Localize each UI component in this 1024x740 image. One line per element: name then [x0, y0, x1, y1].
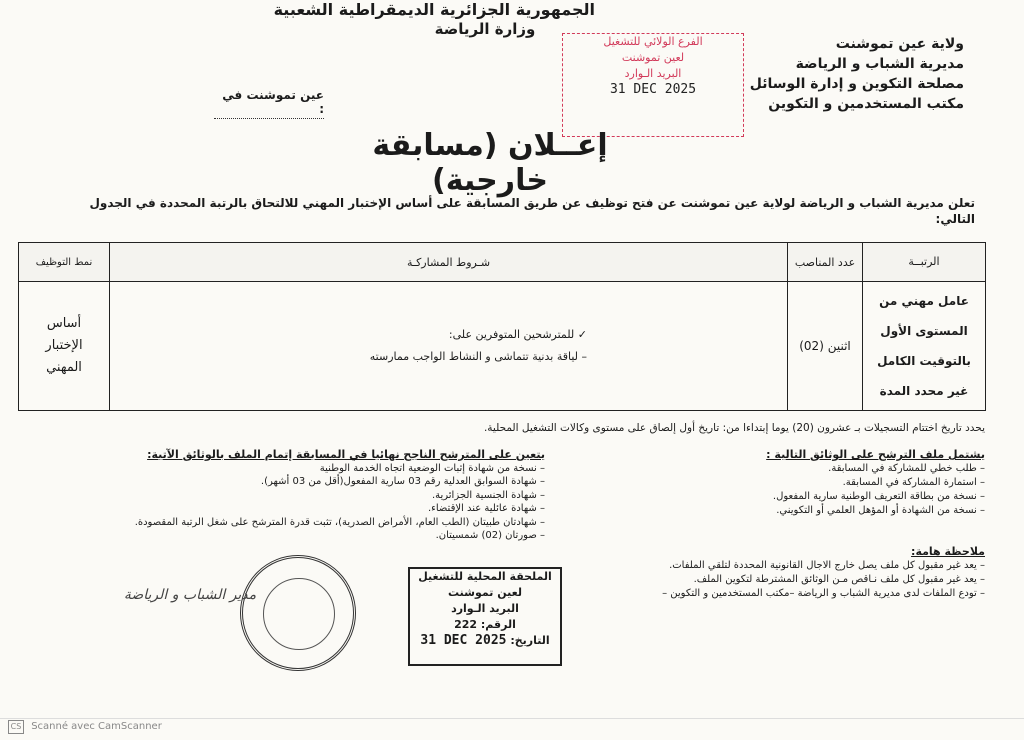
condition-line: – لياقة بدنية تتماشى و النشاط الواجب ممارسته: [369, 350, 587, 363]
method-line: أساس: [46, 316, 82, 331]
table-row: [19, 282, 986, 411]
list-item: – صورتان (02) شمسيتان.: [435, 530, 545, 541]
signature-block: [100, 585, 280, 605]
header-rank: الرتبــة: [863, 243, 986, 282]
rank-line: غير محدد المدة: [879, 384, 969, 398]
stamp-line: البريد الـوارد: [451, 602, 519, 615]
list-item: – تودع الملفات لدى مديرية الشباب و الرياضة –مكتب المستخدمين و التكوين –: [662, 588, 985, 599]
stamp-ref: [410, 617, 560, 633]
ministry-heading: وزارة الرياضة: [434, 20, 536, 38]
condition-line: ✓ للمترشحين المتوفرين على:: [448, 328, 587, 341]
positions-table: [18, 242, 986, 411]
rank-line: المستوى الأول: [880, 324, 968, 338]
cell-method: [19, 282, 110, 411]
issuer-line: مصلحة التكوين و إدارة الوسائل: [749, 76, 964, 92]
stamp-ref-label: الرقم:: [480, 618, 516, 631]
stamp-date: 31 DEC 2025: [609, 82, 697, 97]
method-line: المهني: [46, 360, 82, 375]
method-line: الإختبار: [45, 338, 83, 353]
list-item: – يعد غير مقبول كل ملف نـاقص مـن الوثائق المشترطة لتكوين الملف.: [693, 574, 985, 585]
notes-section: [580, 545, 985, 601]
stamp-line: الملحقة المحلية للتشغيل: [418, 570, 552, 583]
list-item: – نسخة من شهادة إثبات الوضعية اتجاه الخدمة الوطنية: [319, 462, 545, 474]
list-item: – استمارة المشاركة في المسابقة.: [842, 477, 985, 488]
scanner-label: Scanné avec CamScanner: [31, 721, 162, 732]
place-date-line: عين تموشنت في :: [214, 88, 324, 119]
cell-conditions: [110, 282, 788, 411]
list-item: – شهادتان طبيتان (الطب العام، الأمراض الصدرية)، تثبت قدرة المترشح على شغل الرتبة المقصودة.: [134, 516, 545, 528]
official-seal: [240, 555, 356, 671]
rank-line: عامل مهني من: [879, 294, 969, 308]
issuer-line: ولاية عين تموشنت: [835, 36, 964, 52]
list-item: – طلب خطي للمشاركة في المسابقة.: [828, 463, 985, 474]
final-documents-section: [125, 448, 545, 543]
intro-paragraph: تعلن مديرية الشباب و الرياضة لولاية عين تموشنت عن فتح توظيف عن طريق المسابقة على أساس الإختبار المهني للالتحاق بالرتبة المحددة في الجدول التالي:: [89, 196, 975, 226]
list-item: – نسخة من بطاقة التعريف الوطنية سارية المفعول.: [772, 491, 985, 502]
footer-divider: [0, 718, 1024, 719]
incoming-mail-stamp: [562, 33, 744, 137]
stamp-line: البريد الـوارد: [624, 67, 682, 80]
header-conditions: شـروط المشاركـة: [110, 243, 788, 282]
stamp-date: 31 DEC 2025: [420, 633, 507, 648]
stamp-line: الفرع الولائي للتشغيل: [603, 35, 703, 48]
stamp-date-label: التاريخ:: [510, 634, 550, 647]
header-method: نمط التوظيف: [19, 243, 110, 282]
stamp-line: لعين تموشنت: [621, 51, 685, 64]
rank-line: بالتوقيت الكامل: [877, 354, 971, 368]
stamp-line: لعين تموشنت: [448, 586, 522, 599]
cell-count: اثنين (02): [788, 282, 863, 411]
local-agency-stamp: [408, 567, 562, 666]
list-item: – يعد غير مقبول كل ملف يصل خارج الاجال القانونية المحددة لتلقي الملفات.: [669, 560, 985, 571]
list-item: – شهادة الجنسية الجزائرية.: [431, 489, 545, 501]
issuer-block: [744, 34, 964, 114]
section-heading: يتعين على المترشح الناجح نهائيا في المسابقة إتمام الملف بالوثائق الآتية:: [147, 448, 545, 461]
issuer-line: مكتب المستخدمين و التكوين: [768, 96, 964, 112]
list-item: – شهادة السوابق العدلية رقم 03 سارية المفعول(أقل من 03 أشهر).: [260, 476, 545, 487]
section-heading: ملاحظة هامة:: [911, 545, 985, 558]
application-file-section: [540, 448, 985, 518]
page-title: إعــلان (مسابقة خارجية): [372, 128, 608, 198]
stamp-date-row: [410, 633, 560, 649]
republic-heading: الجمهورية الجزائرية الديمقراطية الشعبية: [273, 0, 595, 19]
deadline-text: يحدد تاريخ اختتام التسجيلات بـ عشرون (20) يوما إبتداءا من: تاريخ أول إلصاق على مستوى وكالات التشغيل المحلية.: [483, 422, 985, 434]
signature-line: مدير الشباب و الرياضة: [123, 587, 257, 603]
scanner-footer: [8, 720, 162, 734]
header-count: عدد المناصب: [788, 243, 863, 282]
section-heading: يشتمل ملف الترشح على الوثائق التالية :: [766, 448, 985, 461]
table-header-row: [19, 243, 986, 282]
issuer-line: مديرية الشباب و الرياضة: [795, 56, 964, 72]
cell-rank: [863, 282, 986, 411]
camscanner-icon: CS: [8, 720, 24, 734]
list-item: – نسخة من الشهادة أو المؤهل العلمي أو التكويني.: [776, 505, 985, 516]
list-item: – شهادة عائلية عند الإقتضاء.: [427, 503, 545, 514]
stamp-ref-value: 222: [454, 618, 478, 631]
